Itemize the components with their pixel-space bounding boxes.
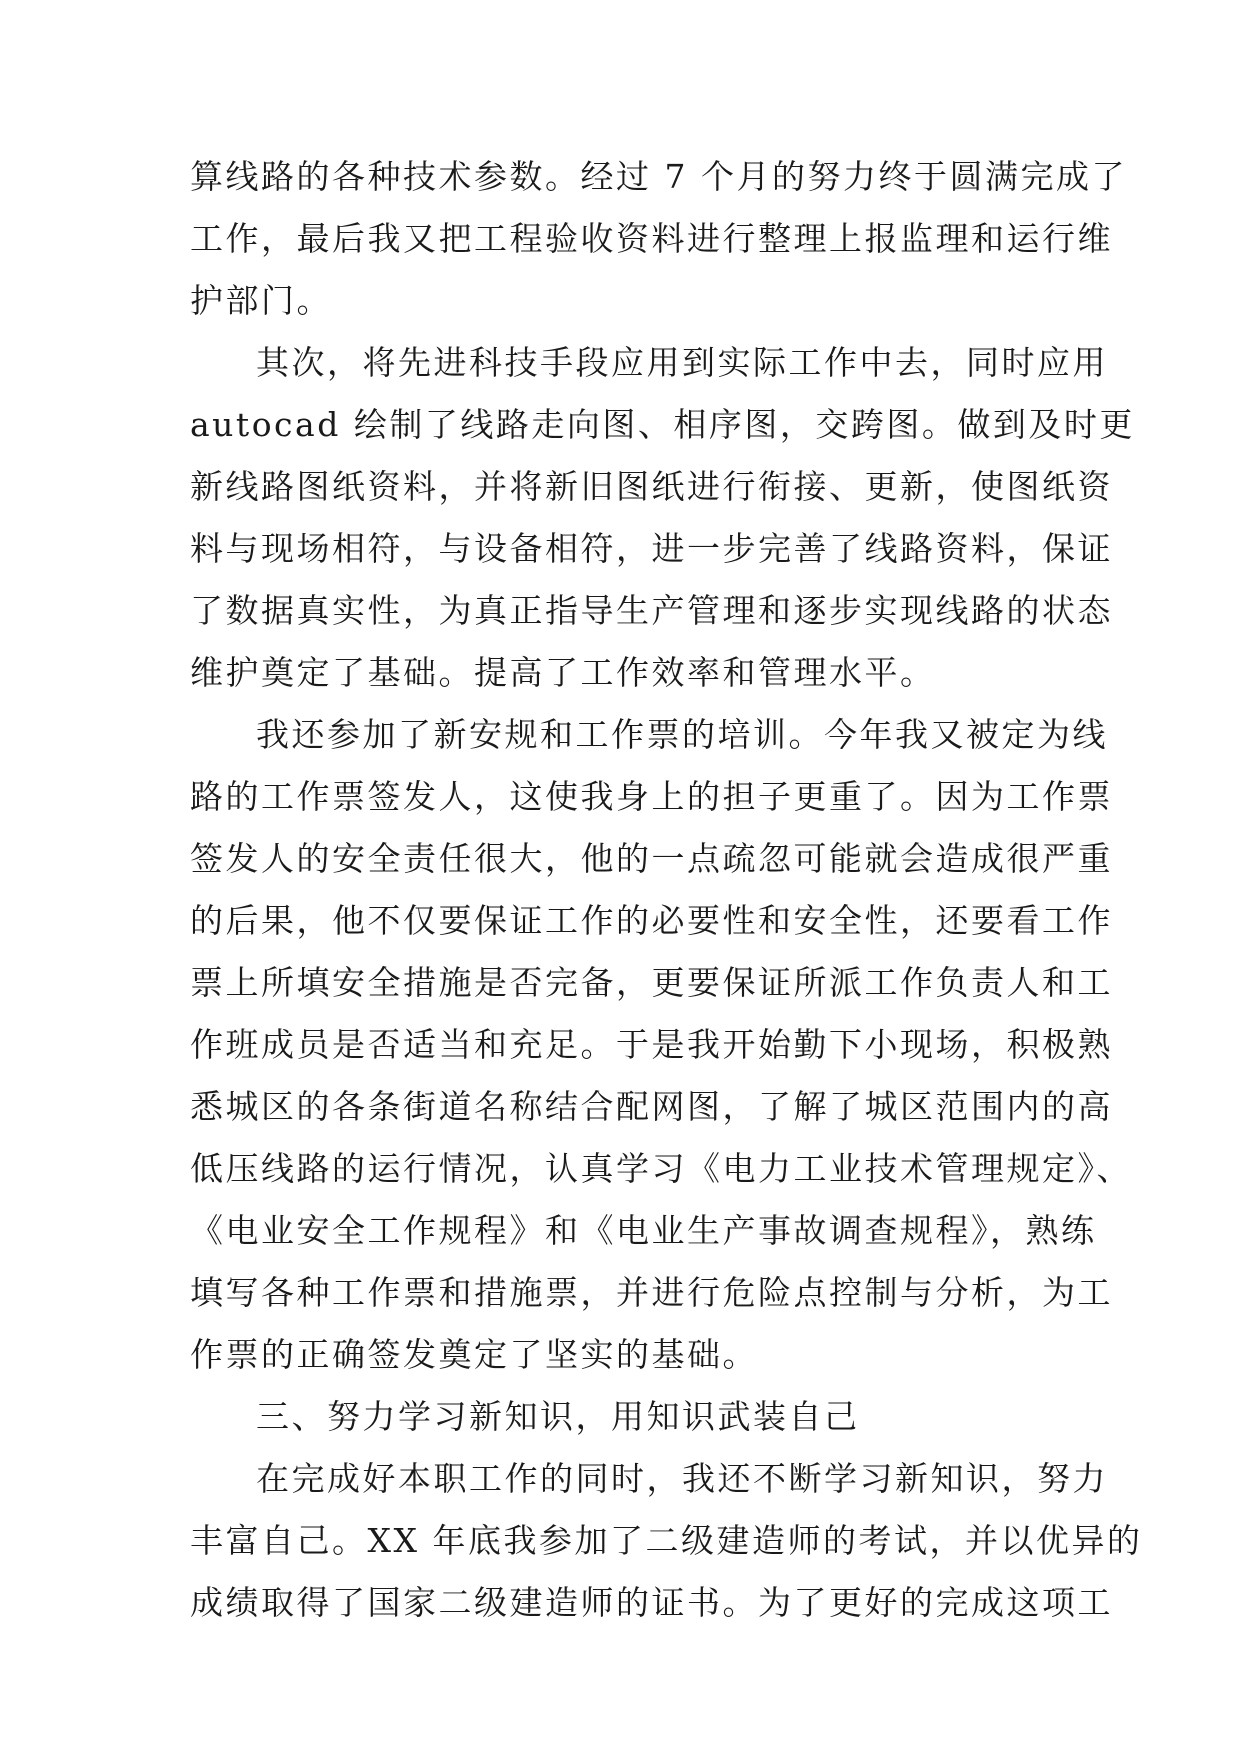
text-line: 料与现场相符，与设备相符，进一步完善了线路资料，保证 [190, 529, 1113, 568]
text-line: 工作，最后我又把工程验收资料进行整理上报监理和运行维 [190, 219, 1113, 258]
text-line: 签发人的安全责任很大，他的一点疏忽可能就会造成很严重 [190, 839, 1113, 878]
document-body [190, 146, 1143, 1634]
text-line: 了数据真实性，为真正指导生产管理和逐步实现线路的状态 [190, 591, 1113, 630]
text-line: 作班成员是否适当和充足。于是我开始勤下小现场，积极熟 [190, 1025, 1113, 1064]
text-line: 丰富自己。XX 年底我参加了二级建造师的考试，并以优异的 [190, 1521, 1143, 1560]
text-line: 的后果，他不仅要保证工作的必要性和安全性，还要看工作 [190, 901, 1113, 940]
paragraph-start-line: 其次，将先进科技手段应用到实际工作中去，同时应用 [256, 343, 1108, 382]
text-line: 新线路图纸资料，并将新旧图纸进行衔接、更新，使图纸资 [190, 467, 1113, 506]
text-line: 算线路的各种技术参数。经过 7 个月的努力终于圆满完成了 [190, 157, 1127, 196]
section-heading: 三、努力学习新知识，用知识武装自己 [256, 1397, 860, 1436]
text-line: 悉城区的各条街道名称结合配网图，了解了城区范围内的高 [190, 1087, 1113, 1126]
text-line: 作票的正确签发奠定了坚实的基础。 [190, 1335, 758, 1374]
text-line: 填写各种工作票和措施票，并进行危险点控制与分析，为工 [190, 1273, 1113, 1312]
paragraph-start-line: 在完成好本职工作的同时，我还不断学习新知识，努力 [256, 1459, 1108, 1498]
text-line: 成绩取得了国家二级建造师的证书。为了更好的完成这项工 [190, 1583, 1113, 1622]
paragraph-start-line: 我还参加了新安规和工作票的培训。今年我又被定为线 [256, 715, 1108, 754]
text-line: 路的工作票签发人，这使我身上的担子更重了。因为工作票 [190, 777, 1113, 816]
text-line: 票上所填安全措施是否完备，更要保证所派工作负责人和工 [190, 963, 1113, 1002]
text-line: 低压线路的运行情况，认真学习《电力工业技术管理规定》、 [190, 1149, 1132, 1188]
text-line: 《电业安全工作规程》和《电业生产事故调查规程》，熟练 [190, 1211, 1097, 1250]
text-line: 护部门。 [190, 281, 332, 320]
text-line: autocad 绘制了线路走向图、相序图，交跨图。做到及时更 [190, 405, 1135, 444]
text-line: 维护奠定了基础。提高了工作效率和管理水平。 [190, 653, 936, 692]
